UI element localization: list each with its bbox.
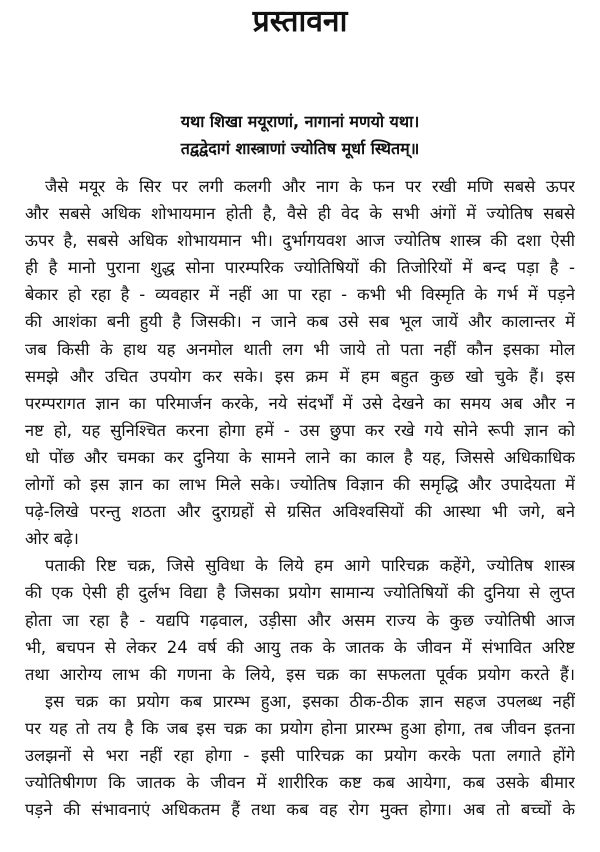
text-line: पताकी रिष्ट चक्र, जिसे सुविधा के लिये हम आगे पारिचक्र कहेंगे, ज्योतिष शास्त्र [45, 556, 575, 576]
text-line: होता जा रहा है - यद्यपि गढ़वाल, उड़ीसा और असम राज्य के कुछ ज्योतिषी आज [25, 610, 575, 630]
text-line: पढ़े-लिखे परन्तु शठता और दुराग्रहों से ग्रसित अविश्वसियों की आस्था भी जगे, बने [25, 502, 575, 522]
text-line: इस चक्र का प्रयोग कब प्रारम्भ हुआ, इसका ठीक-ठीक ज्ञान सहज उपलब्ध नहीं [45, 691, 575, 711]
text-line: पड़ने की संभावनाएं अधिकतम हैं तथा कब वह रोग मुक्त होगा। अब तो बच्चों के [25, 800, 575, 820]
text-line: ओर बढ़े। [25, 529, 79, 549]
text-line: नष्ट हो, यह सुनिश्चित करना होगा हमें - उस छुपा कर रखे गये सोने रूपी ज्ञान को [25, 420, 575, 440]
verse-line-2: तद्वद्वेदागं शास्त्राणां ज्योतिष मूर्धा स्थितम्॥ [180, 139, 420, 158]
text-line: की आशंका बनी हुयी है जिसकी। न जाने कब उसे सब भूल जायें और कालान्तर में [25, 312, 575, 332]
text-line: ही है मानो पुराना शुद्ध सोना पारम्परिक ज्योतिषियों की तिजोरियों में बन्द पड़ा है - [25, 258, 575, 278]
text-line: और सबसे अधिक शोभायमान होती है, वैसे ही वेद के सभी अंगों में ज्योतिष सबसे [25, 204, 575, 224]
text-line: लोगों को इस ज्ञान का लाभ मिले सके। ज्योतिष विज्ञान की समृद्धि और उपादेयता में [25, 475, 575, 495]
text-line: तथा आरोग्य लाभ की गणना के लिये, इस चक्र का सफलता पूर्वक प्रयोग करते हैं। [25, 664, 575, 684]
text-line: समझे और उचित उपयोग कर सके। इस क्रम में हम बहुत कुछ खो चुके हैं। इस [25, 366, 575, 386]
page-title: प्रस्तावना [252, 4, 348, 39]
text-line: की एक ऐसी ही दुर्लभ विद्या है जिसका प्रयोग सामान्य ज्योतिषियों की दुनिया से लुप्त [25, 583, 575, 603]
verse-line-1: यथा शिखा मयूराणां, नागानां मणयो यथा। [180, 112, 420, 131]
text-line: उलझनों से भरा नहीं रहा होगा - इसी पारिचक्र का प्रयोग करके पता लगाते होंगे [25, 745, 575, 765]
text-line: जब किसी के हाथ यह अनमोल थाती लग भी जाये तो पता नहीं कौन इसका मोल [25, 339, 575, 359]
text-line: परम्परागत ज्ञान का परिमार्जन करके, नये संदर्भों में उसे देखने का समय अब और न [25, 393, 575, 413]
text-line: भी, बचपन से लेकर 24 वर्ष की आयु तक के जातक के जीवन में संभावित अरिष्ट [25, 637, 575, 657]
text-line: ज्योतिषीगण कि जातक के जीवन में शारीरिक कष्ट कब आयेगा, कब उसके बीमार [25, 773, 575, 793]
text-line: ऊपर है, सबसे अधिक शोभायमान भी। दुर्भागयवश आज ज्योतिष शास्त्र की दशा ऐसी [25, 231, 575, 251]
text-line: धो पोंछ और चमका कर दुनिया के सामने लाने का काल है यह, जिससे अधिकाधिक [25, 447, 575, 467]
text-line: बेकार हो रहा है - व्यवहार में नहीं आ पा रहा - कभी भी विस्मृति के गर्भ में पड़ने [25, 285, 575, 305]
body-text [25, 173, 575, 823]
text-line: पर यह तो तय है कि जब इस चक्र का प्रयोग होना प्रारम्भ हुआ होगा, तब जीवन इतना [25, 718, 575, 738]
text-line: जैसे मयूर के सिर पर लगी कलगी और नाग के फन पर रखी मणि सबसे ऊपर [45, 177, 575, 196]
